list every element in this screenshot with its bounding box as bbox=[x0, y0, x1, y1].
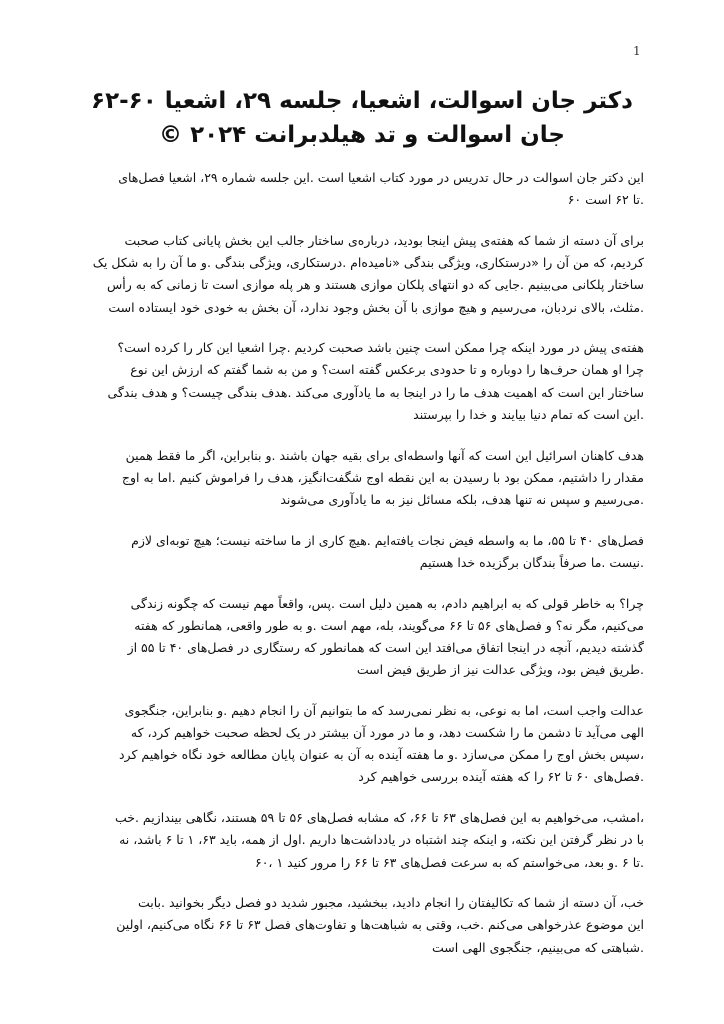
paragraph bbox=[82, 445, 644, 512]
title-block bbox=[60, 84, 664, 152]
paragraph-line: .این است که تمام دنیا بیایند و خدا را بپرستند bbox=[413, 406, 644, 422]
paragraph-line: هدف کاهنان اسرائیل این است که آنها واسطه‌ای برای بقیه جهان باشند .و بنابراین، اگر ما فقط همین bbox=[125, 447, 644, 463]
paragraph-line: .مثلث، بالای نردبان، می‌رسیم و هیچ موازی با آن بخش وجود ندارد، آن بخش به خودی خود ایستاده است bbox=[108, 299, 644, 315]
paragraph-line: .شباهتی که می‌بینیم، جنگجوی الهی است bbox=[432, 939, 644, 955]
paragraph-line: گذشته دیدیم، آنچه در اینجا اتفاق می‌افتد این است که همانطور که رستگاری در فصل‌های ۴۰ تا ۵۵ از bbox=[127, 639, 644, 655]
paragraph-line: .فصل‌های ۶۰ تا ۶۲ را که هفته آینده بررسی خواهیم کرد bbox=[358, 769, 644, 785]
paragraph bbox=[82, 530, 644, 574]
paragraph-line: .می‌رسیم و سپس نه تنها هدف، بلکه مسائل نیز به ما یادآوری می‌شوند bbox=[280, 491, 644, 507]
paragraph bbox=[82, 593, 644, 682]
title-line-1: دکتر جان اسوالت، اشعیا، جلسه ۲۹، اشعیا ۶۰-۶۲ bbox=[91, 88, 633, 114]
paragraph-line: برای آن دسته از شما که هفته‌ی پیش اینجا بودید، درباره‌ی ساختار جالب این بخش پایانی کتاب صحبت bbox=[124, 232, 644, 248]
paragraph bbox=[82, 337, 644, 426]
paragraph-line: چرا؟ به خاطر قولی که به ابراهیم دادم، به همین دلیل است .پس، واقعاً مهم نیست که چگونه زندگی bbox=[130, 595, 644, 611]
page-number: 1 bbox=[633, 44, 641, 58]
paragraph-line: با در نظر گرفتن این نکته، و اینکه چند اشتباه در یادداشت‌ها داریم .اول از همه، باید ۶۳، ۱ تا ۶ باشد، نه bbox=[119, 832, 644, 848]
paragraph-line: این موضوع عذرخواهی می‌کنم .خب، وقتی به شباهت‌ها و تفاوت‌های فصل ۶۳ تا ۶۶ نگاه می‌کنیم، اولین bbox=[116, 917, 644, 933]
paragraph-line: ،امشب، می‌خواهیم به این فصل‌های ۶۳ تا ۶۶، که مشابه فصل‌های ۵۶ تا ۵۹ هستند، نگاهی بیندازیم .خب bbox=[114, 810, 644, 826]
body-text bbox=[82, 167, 644, 977]
paragraph bbox=[82, 807, 644, 874]
paragraph-line: می‌کنیم، مگر نه؟ و فصل‌های ۵۶ تا ۶۶ می‌گویند، بله، مهم است .و به طور واقعی، همانطور که هفته bbox=[134, 617, 644, 633]
paragraph-line: این دکتر جان اسوالت در حال تدریس در مورد کتاب اشعیا است .این جلسه شماره ۲۹، اشعیا فصل‌های bbox=[118, 170, 644, 185]
paragraph-line: ،سپس بخش اوج را ممکن می‌سازد .و ما هفته آینده به آن به عنوان پایان مطالعه خود نگاه خواهیم کرد bbox=[118, 747, 644, 763]
paragraph-line: هفته‌ی پیش در مورد اینکه چرا ممکن است چنین باشد صحبت کردیم .چرا اشعیا این کار را کرده است؟ bbox=[117, 340, 644, 356]
paragraph-line: .تا ۶ .و بعد، می‌خواستم که به سرعت فصل‌های ۶۳ تا ۶۶ را مرور کنید ۱ ،۶۰ bbox=[254, 854, 644, 870]
paragraph-line: ساختار این است که اهمیت هدف ما را در اینجا به ما یادآوری می‌کند .هدف بندگی چیست؟ و هدف بندگی bbox=[107, 384, 644, 400]
paragraph-line: .نیست .ما صرفاً بندگان برگزیده خدا هستیم bbox=[419, 554, 644, 570]
paragraph-line: ساختار پلکانی می‌بینیم .جایی که دو انتهای پلکان موازی هستند و هر پله موازی است تا زمانی که به رأس bbox=[107, 277, 644, 293]
paragraph-line: .طریق فیض بود، ویژگی عدالت نیز از طریق فیض است bbox=[356, 662, 644, 678]
paragraph-line: کردیم، که من آن را «درستکاری، ویژگی بندگی «نامیده‌ام .درستکاری، ویژگی بندگی .و ما آن را به شکل یک bbox=[92, 255, 644, 271]
paragraph-line: الهی می‌آید تا دشمن ما را شکست دهد، و ما در مورد آن بیشتر در یک لحظه صحبت خواهیم کرد، که bbox=[130, 725, 644, 741]
title-line-2: جان اسوالت و تد هیلدبرانت ۲۰۲۴ © bbox=[159, 122, 565, 148]
paragraph bbox=[82, 700, 644, 789]
paragraph-line: عدالت واجب است، اما به نوعی، به نظر نمی‌رسد که ما بتوانیم آن را انجام دهیم .و بنابراین، جنگجوی bbox=[124, 702, 644, 718]
paragraph-line: خب، آن دسته از شما که تکالیفتان را انجام دادید، ببخشید، مجبور شدید دو فصل دیگر بخوانید .بابت bbox=[137, 895, 644, 911]
paragraph-line: .تا ۶۲ است ۶۰ bbox=[567, 192, 644, 208]
paragraph-line: مقدار را داشتیم، ممکن بود با رسیدن به این نقطه اوج شگفت‌انگیز، هدف را فراموش کنیم .اما به اوج bbox=[121, 469, 644, 485]
paragraph bbox=[82, 892, 644, 959]
paragraph-line: فصل‌های ۴۰ تا ۵۵، ما به واسطه فیض نجات یافته‌ایم .هیچ کاری از ما ساخته نیست؛ هیچ توبه‌ای لازم bbox=[131, 532, 644, 548]
paragraph bbox=[82, 167, 644, 211]
paragraph-line: چرا او همان حرف‌ها را دوباره و تا حدودی برعکس گفته است؟ و من به شما گفتم که ارزش این نوع bbox=[130, 362, 644, 378]
paragraph bbox=[82, 230, 644, 319]
